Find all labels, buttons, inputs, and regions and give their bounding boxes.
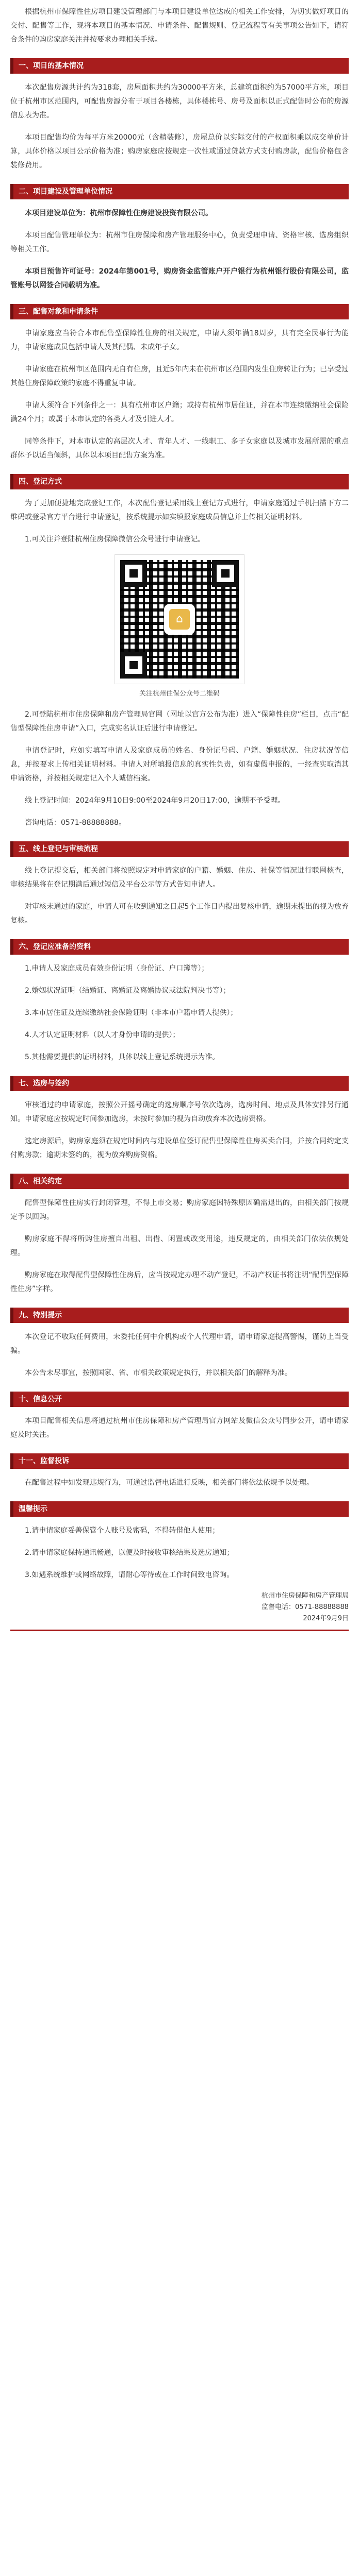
signature-date: 2024年9月9日 [303, 1615, 349, 1622]
section-paragraph: 申请登记时，应如实填写申请人及家庭成员的姓名、身份证号码、户籍、婚姻状况、住房状况等信息，并按要求上传相关证明材料。申请人对所填报信息的真实性负责，如有虚假申报的，一经查实取消其申请资格，并按相关规定记入个人诚信档案。 [10, 747, 349, 783]
section-paragraph: 在配售过程中如发现违规行为，可通过监督电话进行反映，相关部门将依法依规予以处理。 [25, 1479, 314, 1487]
intro-paragraph: 根据杭州市保障性住房项目建设管理部门与本项目建设单位达成的相关工作安排，为切实做好项目的交付、配售等工作，现将本项目的基本情况、申请条件、配售规则、登记流程等有关事项公告如下，请符合条件的购房家庭关注并按要求办理相关手续。 [10, 8, 349, 44]
section-paragraph: 本次登记不收取任何费用，未委托任何中介机构或个人代理申请，请申请家庭提高警惕，谨防上当受骗。 [10, 1333, 349, 1355]
section-paragraph: 为了更加便捷地完成登记工作，本次配售登记采用线上登记方式进行，申请家庭通过手机扫描下方二维码或登录官方平台进行申请登记，按系统提示如实填报家庭成员信息并上传相关证明材料。 [10, 499, 349, 521]
section-list-item: 2.婚姻状况证明（结婚证、离婚证及离婚协议或法院判决书等）； [25, 987, 231, 995]
section-list-item: 3.如遇系统维护或网络故障，请耐心等待或在工作时间致电咨询。 [25, 1571, 234, 1579]
section-paragraph: 选定房源后，购房家庭须在规定时间内与建设单位签订配售型保障性住房买卖合同，并按合同约定支付购房款；逾期未签约的，视为放弃购房资格。 [10, 1137, 349, 1159]
qr-code-block [10, 555, 349, 698]
section-paragraph: 本项目建设单位为：杭州市保障性住房建设投资有限公司。 [25, 209, 213, 217]
section-paragraph: 申请家庭在杭州市区范围内无自有住房，且近5年内未在杭州市区范围内发生住房转让行为；已享受过其他住房保障政策的家庭不得重复申请。 [10, 365, 349, 387]
section-paragraph: 本项目配售相关信息将通过杭州市住房保障和房产管理局官方网站及微信公众号同步公开，请申请家庭及时关注。 [10, 1417, 349, 1439]
section-paragraph: 本次配售房源共计约为318套，房屋面积共约为30000平方米，总建筑面积约为57000平方米，项目位于杭州市区范围内，可配售房源分布于项目各楼栋，具体楼栋号、房号及面积以正式配售时公布的房源信息表为准。 [10, 83, 349, 120]
section-paragraph: 本项目预售许可证号：2024年第001号，购房资金监管账户开户银行为杭州银行股份有限公司，监管账号以网签合同载明为准。 [10, 267, 349, 290]
section-paragraph: 本项目配售均价为每平方米20000元（含精装修），房屋总价以实际交付的产权面积乘以成交单价计算，具体价格以项目公示价格为准；购房家庭应按规定一次性或通过贷款方式支付购房款，配售价格包含装修费用。 [10, 133, 349, 170]
section-paragraph: 1.可关注并登陆杭州住房保障微信公众号进行申请登记。 [25, 535, 205, 544]
section-paragraph: 购房家庭不得将所购住房擅自出租、出借、闲置或改变用途，违反规定的，由相关部门依法依规处理。 [10, 1235, 349, 1257]
footer-divider [10, 1630, 349, 1631]
section-paragraph: 申请人须符合下列条件之一：具有杭州市区户籍；或持有杭州市居住证，并在本市连续缴纳社会保险满24个月；或属于本市认定的各类人才及引进人才。 [10, 401, 349, 423]
section-paragraph: 线上登记时间：2024年9月10日9:00至2024年9月20日17:00，逾期不予受理。 [25, 796, 285, 805]
section-paragraph: 2.可登陆杭州市住房保障和房产管理局官网（网址以官方公布为准）进入“保障性住房”栏目，点击“配售型保障性住房申请”入口，完成实名认证后进行申请登记。 [10, 710, 349, 733]
section-header-materials: 六、登记应准备的资料 [10, 939, 349, 955]
section-list-item: 2.请申请家庭保持通讯畅通，以便及时接收审核结果及选房通知； [25, 1549, 234, 1557]
section-paragraph: 线上登记提交后，相关部门将按照规定对申请家庭的户籍、婚姻、住房、社保等情况进行联网核查，审核结果将在登记期满后通过短信及平台公示等方式告知申请人。 [10, 867, 349, 889]
qr-code-image[interactable] [115, 555, 244, 684]
section-header-disclosure: 十、信息公开 [10, 1392, 349, 1407]
signature-block [10, 1590, 349, 1624]
section-paragraph: 对审核未通过的家庭，申请人可在收到通知之日起5个工作日内提出复核申请，逾期未提出的视为放弃复核。 [10, 903, 349, 925]
signature-phone: 监督电话：0571-88888888 [262, 1603, 349, 1611]
qr-logo-icon: ⌂ [166, 605, 193, 633]
section-header-notice: 九、特别提示 [10, 1308, 349, 1323]
section-list-item: 5.其他需要提供的证明材料，具体以线上登记系统提示为准。 [25, 1053, 220, 1061]
section-paragraph: 本公告未尽事宜，按照国家、省、市相关政策规定执行，并以相关部门的解释为准。 [25, 1369, 292, 1377]
section-header-supervision: 十一、监督投诉 [10, 1453, 349, 1469]
section-header-review: 五、线上登记与审核流程 [10, 841, 349, 857]
section-header-registration: 四、登记方式 [10, 474, 349, 489]
qr-caption: 关注杭州住保公众号二维码 [139, 690, 220, 698]
section-list-item: 3.本市居住证及连续缴纳社会保险证明（非本市户籍申请人提供）； [25, 1009, 238, 1017]
signature-org: 杭州市住房保障和房产管理局 [261, 1592, 349, 1600]
section-paragraph: 同等条件下，对本市认定的高层次人才、青年人才、一线职工、多子女家庭以及城市发展所需的重点群体予以适当倾斜，具体以本项目配售方案为准。 [10, 437, 349, 460]
section-list-item: 1.申请人及家庭成员有效身份证明（身份证、户口簿等）； [25, 964, 209, 973]
section-paragraph: 本项目配售管理单位为：杭州市住房保障和房产管理服务中心，负责受理申请、资格审核、选房组织等相关工作。 [10, 231, 349, 253]
qr-finder-pattern [120, 560, 147, 587]
section-header-selection: 七、选房与签约 [10, 1076, 349, 1091]
section-header-tips: 温馨提示 [10, 1501, 349, 1517]
qr-finder-pattern [212, 560, 239, 587]
section-list-item: 1.请申请家庭妥善保管个人账号及密码，不得转借他人使用； [25, 1527, 220, 1535]
section-list-item: 4.人才认定证明材料（以人才身份申请的提供）； [25, 1031, 180, 1039]
section-paragraph: 购房家庭在取得配售型保障性住房后，应当按规定办理不动产登记，不动产权证书将注明“配售型保障性住房”字样。 [10, 1271, 349, 1293]
section-header-eligibility: 三、配售对象和申请条件 [10, 304, 349, 319]
section-paragraph: 配售型保障性住房实行封闭管理，不得上市交易；购房家庭因特殊原因确需退出的，由相关部门按规定予以回购。 [10, 1199, 349, 1221]
section-paragraph: 审核通过的申请家庭，按照公开摇号确定的选房顺序号依次选房，选房时间、地点及具体安排另行通知。申请家庭应按规定时间参加选房，未按时参加的视为自动放弃本次选房资格。 [10, 1101, 349, 1123]
section-paragraph: 申请家庭应当符合本市配售型保障性住房的相关规定，申请人须年满18周岁，具有完全民事行为能力，申请家庭成员包括申请人及其配偶、未成年子女。 [10, 329, 349, 351]
contact-phone: 咨询电话：0571-88888888。 [25, 819, 126, 827]
qr-finder-pattern [120, 652, 147, 679]
section-header-basic-info: 一、项目的基本情况 [10, 58, 349, 74]
section-header-developer: 二、项目建设及管理单位情况 [10, 184, 349, 199]
section-header-agreements: 八、相关约定 [10, 1174, 349, 1189]
